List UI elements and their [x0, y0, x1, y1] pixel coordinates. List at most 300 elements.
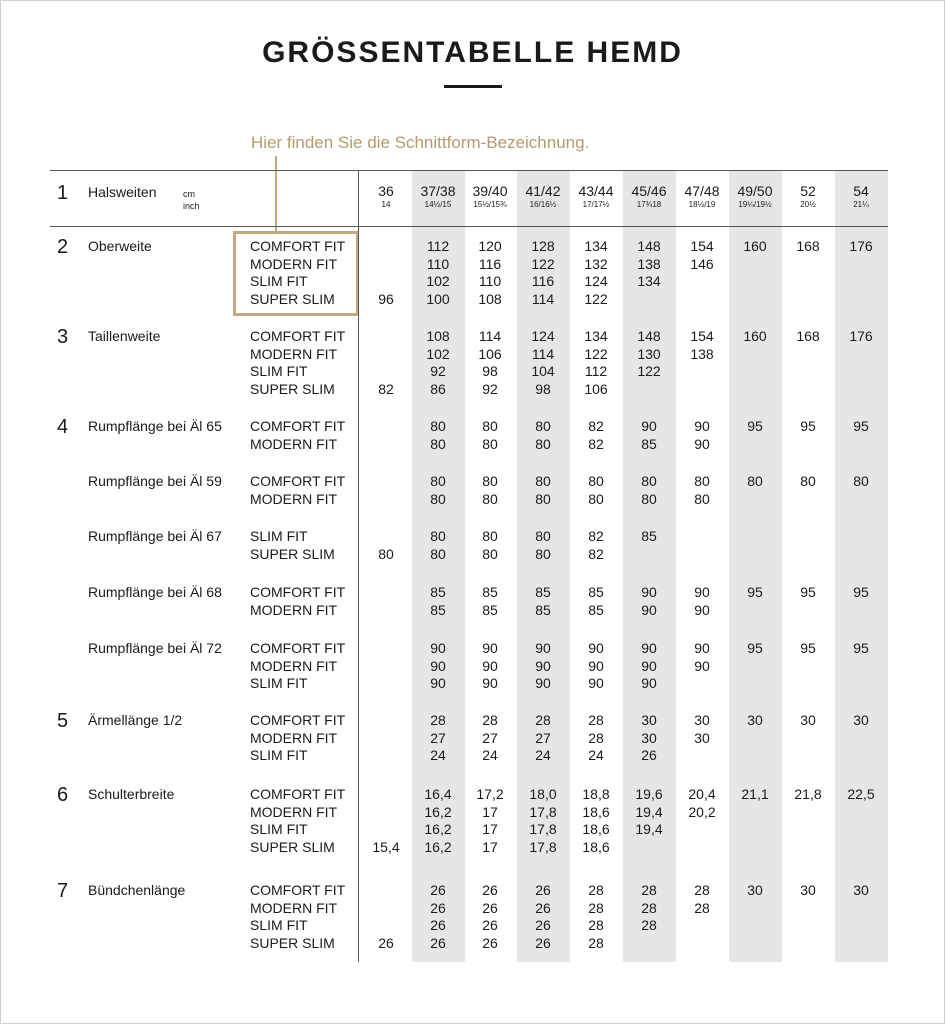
table-cell — [676, 821, 728, 839]
table-cell — [835, 291, 887, 309]
table-cell: 90 — [641, 675, 657, 691]
table-cell: 80 — [641, 473, 657, 489]
table-cell — [835, 839, 887, 857]
table-cell — [676, 675, 728, 693]
value-column — [360, 882, 412, 952]
table-cell: 95 — [853, 584, 869, 600]
table-cell: 18,6 — [582, 838, 610, 855]
value-column — [464, 712, 516, 765]
fit-name: COMFORT FIT — [250, 882, 346, 898]
size-cm: 39/40 — [472, 183, 508, 199]
value-column — [517, 238, 569, 308]
table-cell — [835, 381, 887, 399]
table-cell: 128 — [531, 238, 555, 254]
table-cell — [729, 546, 781, 564]
unit-labels — [183, 188, 200, 212]
table-cell: 20,4 — [688, 786, 716, 802]
value-column — [412, 328, 464, 398]
row-number: 6 — [57, 784, 69, 806]
table-cell — [360, 658, 412, 676]
value-column — [464, 528, 516, 563]
row-number: 2 — [57, 236, 69, 258]
table-cell: 116 — [478, 255, 502, 272]
fit-name: COMFORT FIT — [250, 238, 346, 254]
table-cell: 116 — [531, 273, 555, 289]
fit-name: MODERN FIT — [250, 345, 338, 362]
unit-label: inch — [183, 201, 200, 211]
fit-list — [250, 328, 345, 398]
value-column — [360, 473, 412, 508]
value-column — [623, 640, 675, 693]
fit-list — [250, 584, 345, 619]
table-cell: 82 — [378, 380, 394, 397]
fit-name: MODERN FIT — [250, 899, 338, 916]
table-cell — [360, 730, 412, 748]
table-cell: 27 — [430, 729, 446, 746]
value-column — [517, 640, 569, 693]
value-column — [729, 640, 781, 693]
table-cell — [729, 658, 781, 676]
value-column — [782, 418, 834, 453]
table-cell: 80 — [535, 418, 551, 434]
table-cell: 95 — [853, 418, 869, 434]
table-cell: 92 — [482, 380, 498, 397]
table-cell — [782, 900, 834, 918]
size-table — [50, 170, 890, 962]
size-cm: 45/46 — [631, 183, 667, 199]
table-cell: 85 — [588, 584, 604, 600]
table-cell: 124 — [531, 328, 555, 344]
table-cell — [676, 363, 728, 381]
value-column — [729, 712, 781, 765]
table-cell: 90 — [641, 640, 657, 656]
fit-name: SUPER SLIM — [250, 380, 335, 397]
table-cell — [623, 546, 675, 564]
fit-name: MODERN FIT — [250, 601, 338, 618]
value-column — [570, 882, 622, 952]
table-cell — [676, 747, 728, 765]
value-column — [464, 640, 516, 693]
value-column — [835, 328, 887, 398]
size-inch: 21¼ — [853, 200, 869, 209]
value-column — [835, 418, 887, 453]
table-cell — [835, 546, 887, 564]
table-cell: 26 — [430, 934, 446, 951]
table-cell — [623, 381, 675, 399]
fit-name: COMFORT FIT — [250, 418, 346, 434]
table-cell — [729, 273, 781, 291]
table-cell — [623, 839, 675, 857]
value-column — [412, 882, 464, 952]
value-column — [464, 418, 516, 453]
table-cell — [782, 730, 834, 748]
table-cell: 90 — [535, 675, 551, 691]
row-label: Rumpflänge bei Äl 68 — [88, 584, 222, 600]
unit-label: cm — [183, 189, 195, 199]
table-cell: 122 — [531, 255, 555, 272]
size-cm: 54 — [853, 183, 869, 199]
value-column — [835, 786, 887, 856]
table-cell — [782, 658, 834, 676]
table-cell: 114 — [531, 345, 555, 362]
table-cell: 134 — [584, 238, 608, 254]
table-cell: 85 — [430, 601, 446, 618]
size-inch: 17¾18 — [636, 200, 662, 209]
table-cell — [835, 436, 887, 454]
size-inch: 14 — [381, 200, 391, 209]
table-cell — [835, 256, 887, 274]
table-cell — [729, 675, 781, 693]
table-cell: 122 — [584, 290, 608, 307]
table-cell: 102 — [426, 345, 450, 362]
table-cell: 30 — [641, 712, 657, 728]
value-column — [360, 640, 412, 693]
table-cell — [729, 491, 781, 509]
value-column — [835, 882, 887, 952]
table-cell: 80 — [482, 490, 498, 507]
value-column — [782, 584, 834, 619]
value-column — [570, 328, 622, 398]
row-label: Rumpflänge bei Äl 67 — [88, 528, 222, 544]
table-cell: 160 — [743, 238, 767, 254]
table-cell: 90 — [694, 657, 710, 674]
table-cell: 16,2 — [424, 803, 452, 820]
table-cell: 80 — [853, 473, 869, 489]
table-cell: 90 — [641, 657, 657, 674]
table-cell — [835, 675, 887, 693]
fit-name: SUPER SLIM — [250, 290, 335, 307]
size-cm: 49/50 — [737, 183, 773, 199]
fit-list — [250, 882, 345, 952]
row-label: Taillenweite — [88, 328, 161, 344]
table-cell: 95 — [800, 584, 816, 600]
table-cell: 80 — [535, 545, 551, 562]
table-cell: 85 — [482, 584, 498, 600]
table-cell — [360, 917, 412, 935]
table-cell — [360, 328, 412, 346]
fit-name: SUPER SLIM — [250, 838, 335, 855]
size-cm: 43/44 — [578, 183, 614, 199]
value-column — [412, 786, 464, 856]
table-rule — [50, 226, 888, 227]
size-header — [360, 183, 412, 210]
value-column — [676, 882, 728, 952]
value-column — [464, 584, 516, 619]
value-column — [360, 712, 412, 765]
table-cell — [782, 675, 834, 693]
table-cell: 108 — [426, 328, 450, 344]
table-cell: 18,6 — [582, 821, 610, 837]
table-cell: 95 — [800, 418, 816, 434]
table-cell: 138 — [690, 345, 714, 362]
table-cell: 26 — [482, 899, 498, 916]
table-cell: 17 — [482, 838, 498, 855]
table-cell: 106 — [584, 380, 608, 397]
table-cell — [729, 436, 781, 454]
value-column — [464, 328, 516, 398]
table-cell — [360, 528, 412, 546]
value-column — [676, 528, 728, 563]
table-cell: 26 — [482, 917, 498, 933]
table-cell — [729, 381, 781, 399]
table-cell: 95 — [747, 640, 763, 656]
fit-name: COMFORT FIT — [250, 584, 346, 600]
value-column — [464, 786, 516, 856]
table-cell: 30 — [800, 882, 816, 898]
table-cell — [729, 804, 781, 822]
fit-list — [250, 238, 345, 308]
table-cell: 80 — [482, 418, 498, 434]
value-column — [570, 712, 622, 765]
size-cm: 47/48 — [684, 183, 720, 199]
table-divider — [358, 170, 359, 962]
table-cell — [676, 839, 728, 857]
table-cell — [782, 935, 834, 953]
table-cell: 18,0 — [529, 786, 557, 802]
value-column — [517, 786, 569, 856]
table-cell: 17 — [482, 803, 498, 820]
fit-name: SLIM FIT — [250, 821, 308, 837]
table-cell — [729, 917, 781, 935]
table-cell: 80 — [694, 473, 710, 489]
value-column — [623, 882, 675, 952]
table-cell — [782, 273, 834, 291]
table-cell: 28 — [588, 729, 604, 746]
table-cell: 90 — [430, 657, 446, 674]
value-column — [729, 786, 781, 856]
value-column — [623, 238, 675, 308]
table-cell — [782, 821, 834, 839]
fit-name: SUPER SLIM — [250, 545, 335, 562]
table-cell: 124 — [584, 273, 608, 289]
value-column — [729, 882, 781, 952]
table-cell — [676, 381, 728, 399]
table-cell: 17,8 — [529, 821, 557, 837]
table-cell: 160 — [743, 328, 767, 344]
table-cell — [729, 730, 781, 748]
table-cell: 90 — [588, 657, 604, 674]
table-cell — [360, 747, 412, 765]
table-cell — [676, 917, 728, 935]
table-cell: 176 — [849, 238, 873, 254]
table-cell — [835, 821, 887, 839]
value-column — [570, 640, 622, 693]
row-label: Schulterbreite — [88, 786, 175, 802]
fit-list — [250, 528, 335, 563]
table-cell — [676, 291, 728, 309]
size-header — [464, 183, 516, 210]
table-cell: 80 — [535, 490, 551, 507]
value-column — [412, 418, 464, 453]
table-cell — [360, 712, 412, 730]
table-cell: 22,5 — [847, 786, 875, 802]
table-cell — [782, 602, 834, 620]
table-cell — [360, 436, 412, 454]
value-column — [464, 473, 516, 508]
table-cell: 90 — [694, 601, 710, 618]
page-title: GRÖSSENTABELLE HEMD — [262, 36, 683, 69]
table-cell — [782, 291, 834, 309]
fit-name: SLIM FIT — [250, 675, 308, 691]
table-cell — [782, 346, 834, 364]
value-column — [623, 712, 675, 765]
table-cell — [360, 584, 412, 602]
table-cell: 86 — [430, 380, 446, 397]
size-header — [835, 183, 887, 210]
table-cell — [729, 821, 781, 839]
table-cell: 24 — [482, 747, 498, 763]
table-cell: 134 — [637, 273, 661, 289]
table-cell: 85 — [535, 584, 551, 600]
value-column — [623, 328, 675, 398]
table-cell — [835, 730, 887, 748]
value-column — [676, 418, 728, 453]
table-cell: 28 — [588, 899, 604, 916]
table-cell — [360, 363, 412, 381]
row-number: 1 — [57, 182, 69, 204]
table-cell — [360, 346, 412, 364]
table-cell: 28 — [588, 712, 604, 728]
table-cell: 26 — [535, 899, 551, 916]
value-column — [835, 238, 887, 308]
table-cell — [676, 528, 728, 546]
size-inch: 14½/15 — [424, 200, 452, 209]
table-cell: 80 — [430, 418, 446, 434]
table-cell: 26 — [482, 882, 498, 898]
value-column — [676, 238, 728, 308]
table-cell: 90 — [482, 675, 498, 691]
fit-name: SLIM FIT — [250, 273, 308, 289]
fit-name: MODERN FIT — [250, 435, 338, 452]
row-label: Oberweite — [88, 238, 152, 254]
value-column — [835, 584, 887, 619]
table-cell — [729, 291, 781, 309]
value-column — [835, 528, 887, 563]
table-cell — [782, 528, 834, 546]
size-inch: 19¼/19½ — [738, 200, 772, 209]
title-underline — [444, 85, 502, 88]
size-header — [729, 183, 781, 210]
table-cell: 30 — [853, 712, 869, 728]
fit-name: SLIM FIT — [250, 528, 308, 544]
table-cell — [782, 546, 834, 564]
table-cell: 80 — [588, 490, 604, 507]
table-cell: 130 — [637, 345, 661, 362]
table-cell — [729, 935, 781, 953]
fit-list — [250, 640, 345, 693]
fit-name: COMFORT FIT — [250, 473, 346, 489]
value-column — [517, 328, 569, 398]
table-cell: 19,6 — [635, 786, 663, 802]
value-column — [782, 882, 834, 952]
table-cell — [729, 346, 781, 364]
value-column — [729, 584, 781, 619]
value-column — [782, 238, 834, 308]
table-cell: 90 — [694, 640, 710, 656]
table-cell: 17,8 — [529, 838, 557, 855]
table-cell: 80 — [641, 490, 657, 507]
table-cell: 26 — [430, 917, 446, 933]
table-cell: 28 — [482, 712, 498, 728]
table-cell: 154 — [690, 238, 714, 254]
fit-name: SLIM FIT — [250, 917, 308, 933]
table-cell — [729, 602, 781, 620]
table-cell: 80 — [535, 528, 551, 544]
table-cell — [835, 900, 887, 918]
table-cell: 92 — [430, 363, 446, 379]
table-cell: 16,2 — [424, 838, 452, 855]
table-cell: 28 — [641, 882, 657, 898]
value-column — [412, 712, 464, 765]
table-cell: 26 — [535, 917, 551, 933]
table-cell: 132 — [584, 255, 608, 272]
size-inch: 17/17½ — [582, 200, 610, 209]
table-cell: 30 — [694, 712, 710, 728]
value-column — [360, 786, 412, 856]
table-cell: 16,2 — [424, 821, 452, 837]
table-cell: 26 — [482, 934, 498, 951]
value-column — [360, 238, 412, 308]
fit-name: SLIM FIT — [250, 363, 308, 379]
value-column — [729, 328, 781, 398]
table-cell: 168 — [796, 238, 820, 254]
table-cell: 100 — [426, 290, 450, 307]
row-label: Ärmellänge 1/2 — [88, 712, 183, 728]
table-cell: 146 — [690, 255, 714, 272]
table-cell: 82 — [588, 528, 604, 544]
table-rule — [50, 170, 888, 171]
table-cell — [835, 528, 887, 546]
size-header — [676, 183, 728, 210]
table-cell: 17,2 — [476, 786, 504, 802]
value-column — [464, 882, 516, 952]
table-cell: 122 — [584, 345, 608, 362]
table-cell: 90 — [694, 435, 710, 452]
table-cell — [835, 602, 887, 620]
value-column — [517, 418, 569, 453]
table-cell: 148 — [637, 328, 661, 344]
table-cell: 17 — [482, 821, 498, 837]
table-cell: 24 — [430, 747, 446, 763]
table-cell: 80 — [482, 528, 498, 544]
fit-name: COMFORT FIT — [250, 786, 346, 802]
table-cell: 85 — [535, 601, 551, 618]
table-cell — [835, 935, 887, 953]
table-cell: 30 — [800, 712, 816, 728]
value-column — [623, 418, 675, 453]
table-cell — [729, 900, 781, 918]
table-cell: 96 — [378, 290, 394, 307]
value-column — [570, 238, 622, 308]
table-cell: 28 — [694, 882, 710, 898]
value-column — [623, 584, 675, 619]
row-label: Rumpflänge bei Äl 65 — [88, 418, 222, 434]
size-cm: 52 — [800, 183, 816, 199]
row-label: Halsweiten — [88, 184, 157, 200]
table-cell: 28 — [641, 899, 657, 916]
fit-name: SUPER SLIM — [250, 934, 335, 951]
value-column — [676, 584, 728, 619]
table-cell — [676, 935, 728, 953]
table-cell: 108 — [478, 290, 502, 307]
table-cell: 85 — [641, 435, 657, 452]
value-column — [782, 786, 834, 856]
table-cell — [835, 917, 887, 935]
fit-name: MODERN FIT — [250, 255, 338, 272]
row-label: Bündchenlänge — [88, 882, 186, 898]
row-number: 4 — [57, 416, 69, 438]
value-column — [412, 238, 464, 308]
